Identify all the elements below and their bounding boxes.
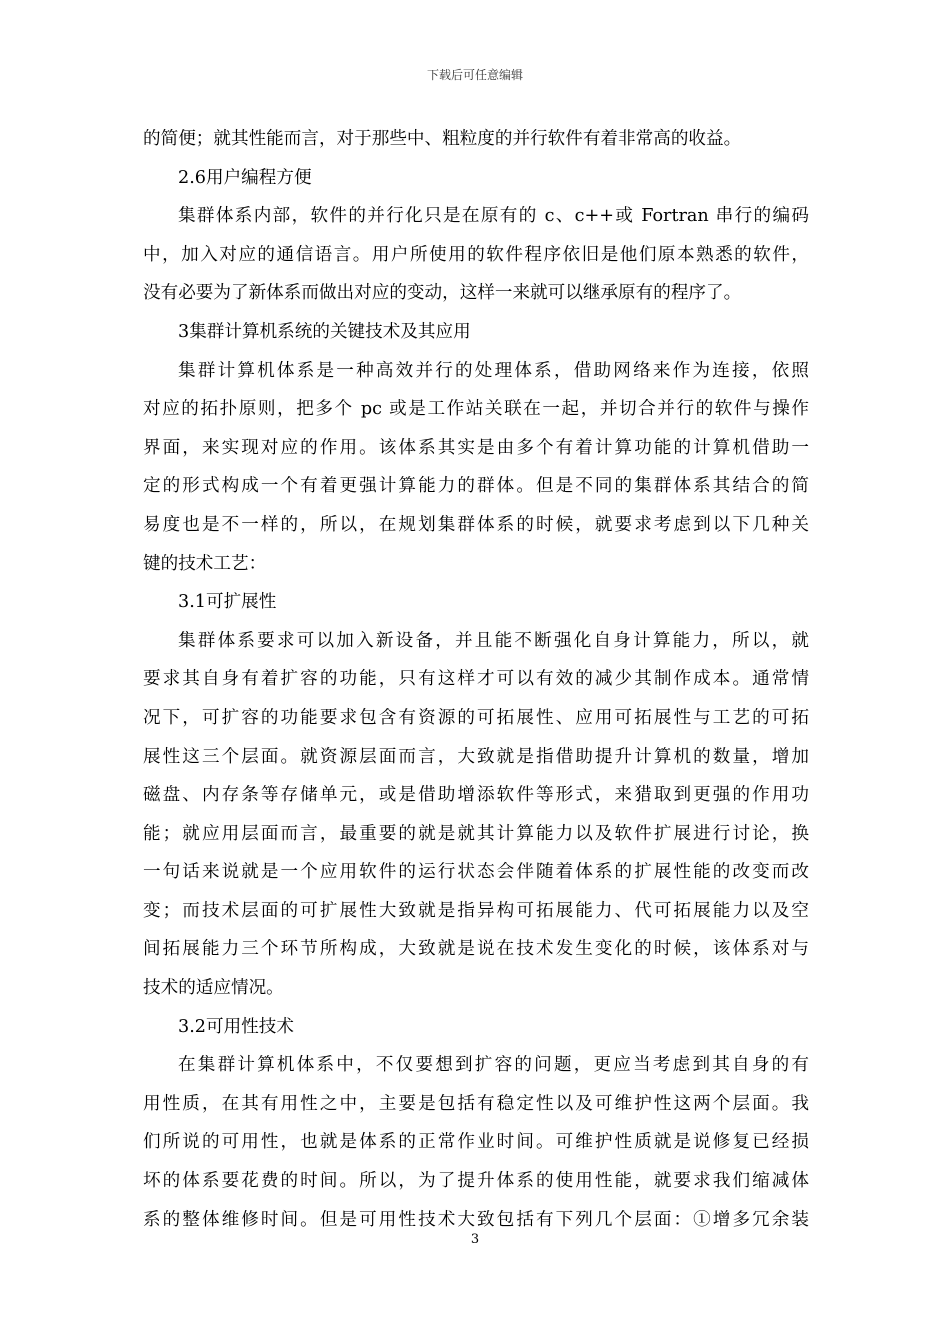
document-body <box>143 120 809 1239</box>
text-line: 界面，来实现对应的作用。该体系其实是由多个有着计算功能的计算机借助一 <box>143 437 809 458</box>
text-line: 集群计算机体系是一种高效并行的处理体系，借助网络来作为连接，依照 <box>178 360 809 381</box>
text-line: 间拓展能力三个环节所构成，大致就是说在技术发生变化的时候，该体系对与 <box>143 939 809 960</box>
text-line: 系的整体维修时间。但是可用性技术大致包括有下列几个层面：①增多冗余装 <box>143 1209 809 1230</box>
text-line: 易度也是不一样的，所以，在规划集群体系的时候，就要求考虑到以下几种关 <box>143 514 809 535</box>
text-line: 要求其自身有着扩容的功能，只有这样才可以有效的减少其制作成本。通常情 <box>143 669 809 690</box>
section-heading: 3.1可扩展性 <box>178 592 277 613</box>
text-line: 技术的适应情况。 <box>143 978 284 999</box>
section-heading: 3.2可用性技术 <box>178 1016 294 1037</box>
text-line: 集群体系要求可以加入新设备，并且能不断强化自身计算能力，所以，就 <box>178 630 809 651</box>
text-line: 展性这三个层面。就资源层面而言，大致就是指借助提升计算机的数量，增加 <box>143 746 809 767</box>
text-line: 变；而技术层面的可扩展性大致就是指异构可拓展能力、代可拓展能力以及空 <box>143 900 809 921</box>
section-heading: 2.6用户编程方便 <box>178 167 312 188</box>
text-line: 们所说的可用性，也就是体系的正常作业时间。可维护性质就是说修复已经损 <box>143 1132 809 1153</box>
page-header: 下载后可任意编辑 <box>426 68 523 82</box>
page-number: 3 <box>470 1232 480 1247</box>
text-line: 磁盘、内存条等存储单元，或是借助增添软件等形式，来猎取到更强的作用功 <box>143 785 809 806</box>
text-line: 况下，可扩容的功能要求包含有资源的可拓展性、应用可拓展性与工艺的可拓 <box>143 707 809 728</box>
text-line: 能；就应用层面而言，最重要的就是就其计算能力以及软件扩展进行讨论，换 <box>143 823 809 844</box>
text-line: 中，加入对应的通信语言。用户所使用的软件程序依旧是他们原本熟悉的软件， <box>143 244 809 265</box>
text-line: 没有必要为了新体系而做出对应的变动，这样一来就可以继承原有的程序了。 <box>143 283 742 304</box>
text-line: 坏的体系要花费的时间。所以，为了提升体系的使用性能，就要求我们缩减体 <box>143 1171 809 1192</box>
text-line: 键的技术工艺： <box>143 553 267 574</box>
text-line: 对应的拓扑原则，把多个 pc 或是工作站关联在一起，并切合并行的软件与操作 <box>143 399 809 420</box>
section-heading: 3集群计算机系统的关键技术及其应用 <box>178 321 471 342</box>
text-line: 在集群计算机体系中，不仅要想到扩容的问题，更应当考虑到其自身的有 <box>178 1055 809 1076</box>
text-line: 用性质，在其有用性之中，主要是包括有稳定性以及可维护性这两个层面。我 <box>143 1093 809 1114</box>
text-line: 集群体系内部，软件的并行化只是在原有的 c、c++或 Fortran 串行的编码 <box>178 206 809 227</box>
text-line: 定的形式构成一个有着更强计算能力的群体。但是不同的集群体系其结合的简 <box>143 476 809 497</box>
text-line: 的简便；就其性能而言，对于那些中、粗粒度的并行软件有着非常高的收益。 <box>143 129 742 149</box>
text-line: 一句话来说就是一个应用软件的运行状态会伴随着体系的扩展性能的改变而改 <box>143 862 809 883</box>
